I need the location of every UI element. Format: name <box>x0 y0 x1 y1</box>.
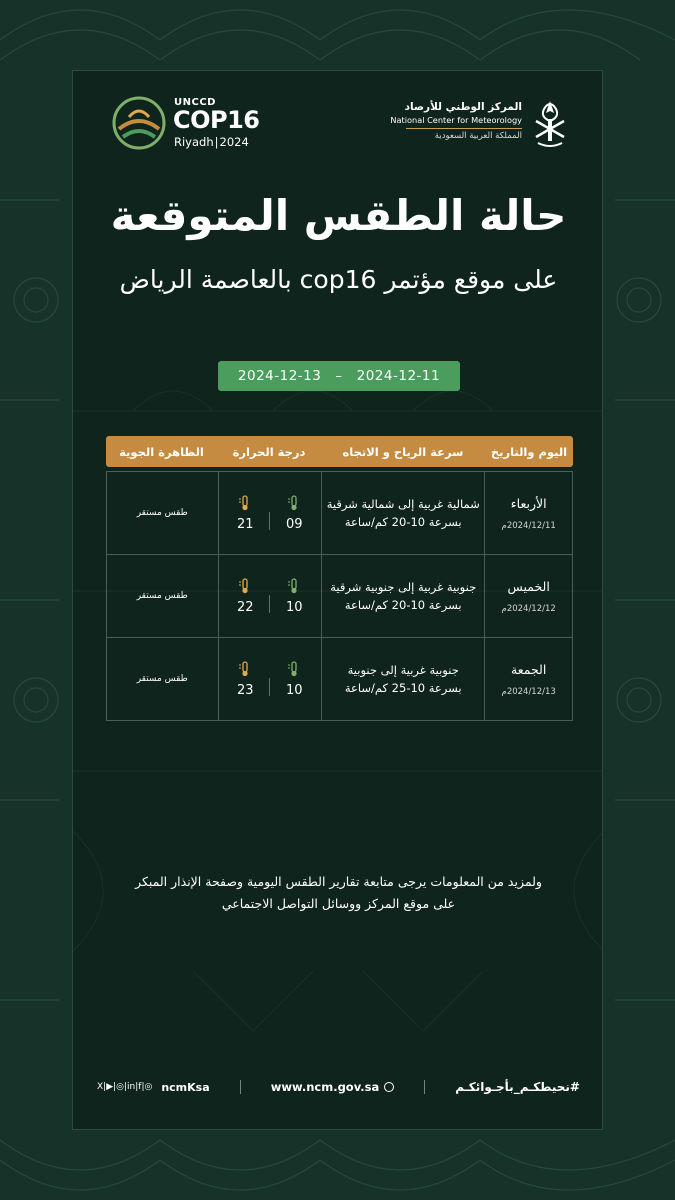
social-icons[interactable]: X|▶|◎|in|f|◎ <box>97 1082 153 1092</box>
date-dash: – <box>335 368 343 384</box>
wind-speed: بسرعة 10-25 كم/ساعة <box>344 681 462 695</box>
globe-icon <box>384 1082 394 1092</box>
min-temp: 09 <box>286 516 303 532</box>
cop-unccd-label: UNCCD <box>174 97 216 108</box>
cop-title: COP16 <box>173 106 260 134</box>
wind-speed: بسرعة 10-20 كم/ساعة <box>344 598 462 612</box>
ncm-country: المملكة العربية السعودية <box>434 131 522 141</box>
day-date: 2024/12/13م <box>501 686 556 697</box>
header-temp: درجة الحرارة <box>232 444 306 459</box>
max-temp: 22 <box>237 599 254 615</box>
website-url[interactable]: www.ncm.gov.sa <box>270 1080 380 1094</box>
ncm-text-block <box>362 101 522 141</box>
footer-divider <box>424 1080 425 1094</box>
min-temp-box <box>270 578 318 615</box>
day-date: 2024/12/12م <box>501 603 556 614</box>
table-row <box>107 471 572 554</box>
info-note-line2: على موقع المركز ووسائل التواصل الاجتماعي <box>221 896 456 911</box>
min-temp: 10 <box>286 599 303 615</box>
day-cell <box>484 472 572 554</box>
cop-city-year: Riyadh|2024 <box>174 135 249 149</box>
table-body <box>106 471 573 721</box>
max-temp: 23 <box>237 682 254 698</box>
wind-direction: جنوبية غربية إلى جنوبية شرقية <box>330 580 477 594</box>
date-from: 2024-12-11 <box>356 368 441 384</box>
saudi-emblem-icon <box>530 97 570 149</box>
website-link[interactable] <box>271 1080 395 1094</box>
temp-divider <box>269 678 270 696</box>
temp-divider <box>269 595 270 613</box>
day-name: الجمعة <box>511 661 547 677</box>
wind-speed: بسرعة 10-20 كم/ساعة <box>344 515 462 529</box>
min-temp-box <box>270 495 318 532</box>
thermometer-low-icon <box>287 495 301 511</box>
content-panel <box>72 70 603 1130</box>
temp-cell <box>218 638 322 720</box>
date-to: 2024-12-13 <box>237 368 322 384</box>
max-temp-box <box>221 661 269 698</box>
thermometer-high-icon <box>238 661 252 677</box>
wind-cell <box>321 638 484 720</box>
day-cell <box>484 638 572 720</box>
cop-city: Riyadh <box>174 135 214 149</box>
wind-cell <box>321 555 484 637</box>
thermometer-high-icon <box>238 495 252 511</box>
min-temp-box <box>270 661 318 698</box>
weather-condition: طقس مستقر <box>136 591 188 601</box>
min-temp: 10 <box>286 682 303 698</box>
header-weather: الظاهرة الجوية <box>119 444 204 459</box>
header-wind: سرعة الرياح و الاتجاه <box>342 444 464 459</box>
cop16-emblem-icon <box>111 95 167 151</box>
thermometer-low-icon <box>287 661 301 677</box>
day-cell <box>484 555 572 637</box>
ncm-logo <box>370 97 570 153</box>
weather-condition: طقس مستقر <box>136 508 188 518</box>
wind-direction: جنوبية غربية إلى جنوبية <box>347 663 459 677</box>
forecast-table <box>106 436 573 721</box>
campaign-hashtag[interactable]: #نحيطكـم_بأجـوائكـم <box>455 1080 580 1094</box>
table-header <box>106 436 573 467</box>
weather-cell <box>107 472 218 554</box>
cop16-logo <box>111 95 271 155</box>
day-date: 2024/12/11م <box>501 520 556 531</box>
thermometer-high-icon <box>238 578 252 594</box>
ncm-divider <box>406 128 522 129</box>
table-row <box>107 637 572 720</box>
day-name: الخميس <box>507 578 550 594</box>
wind-cell <box>321 472 484 554</box>
temp-divider <box>269 512 270 530</box>
info-note <box>73 871 604 915</box>
cop-year: 2024 <box>219 135 249 149</box>
max-temp-box <box>221 578 269 615</box>
table-row <box>107 554 572 637</box>
social-handle[interactable]: ncmKsa <box>161 1080 210 1094</box>
page-subtitle: على موقع مؤتمر cop16 بالعاصمة الرياض <box>119 265 558 294</box>
max-temp: 21 <box>237 516 254 532</box>
header-day: اليوم والتاريخ <box>490 444 568 459</box>
thermometer-low-icon <box>287 578 301 594</box>
temp-cell <box>218 472 322 554</box>
wind-direction: شمالية غربية إلى شمالية شرقية <box>326 497 480 511</box>
date-range-badge <box>218 361 460 391</box>
max-temp-box <box>221 495 269 532</box>
footer-bar <box>97 1077 580 1097</box>
temp-cell <box>218 555 322 637</box>
social-links <box>97 1081 210 1094</box>
weather-cell <box>107 555 218 637</box>
ncm-name-arabic: المركز الوطني للأرصاد <box>404 101 522 113</box>
ncm-name-english: National Center for Meteorology <box>390 115 522 125</box>
day-name: الأربعاء <box>510 495 547 511</box>
page-title: حالة الطقس المتوقعة <box>110 191 567 240</box>
footer-divider <box>240 1080 241 1094</box>
weather-cell <box>107 638 218 720</box>
info-note-line1: ولمزيد من المعلومات يرجى متابعة تقارير الطقس اليومية وصفحة الإنذار المبكر <box>135 874 542 889</box>
weather-condition: طقس مستقر <box>136 674 188 684</box>
